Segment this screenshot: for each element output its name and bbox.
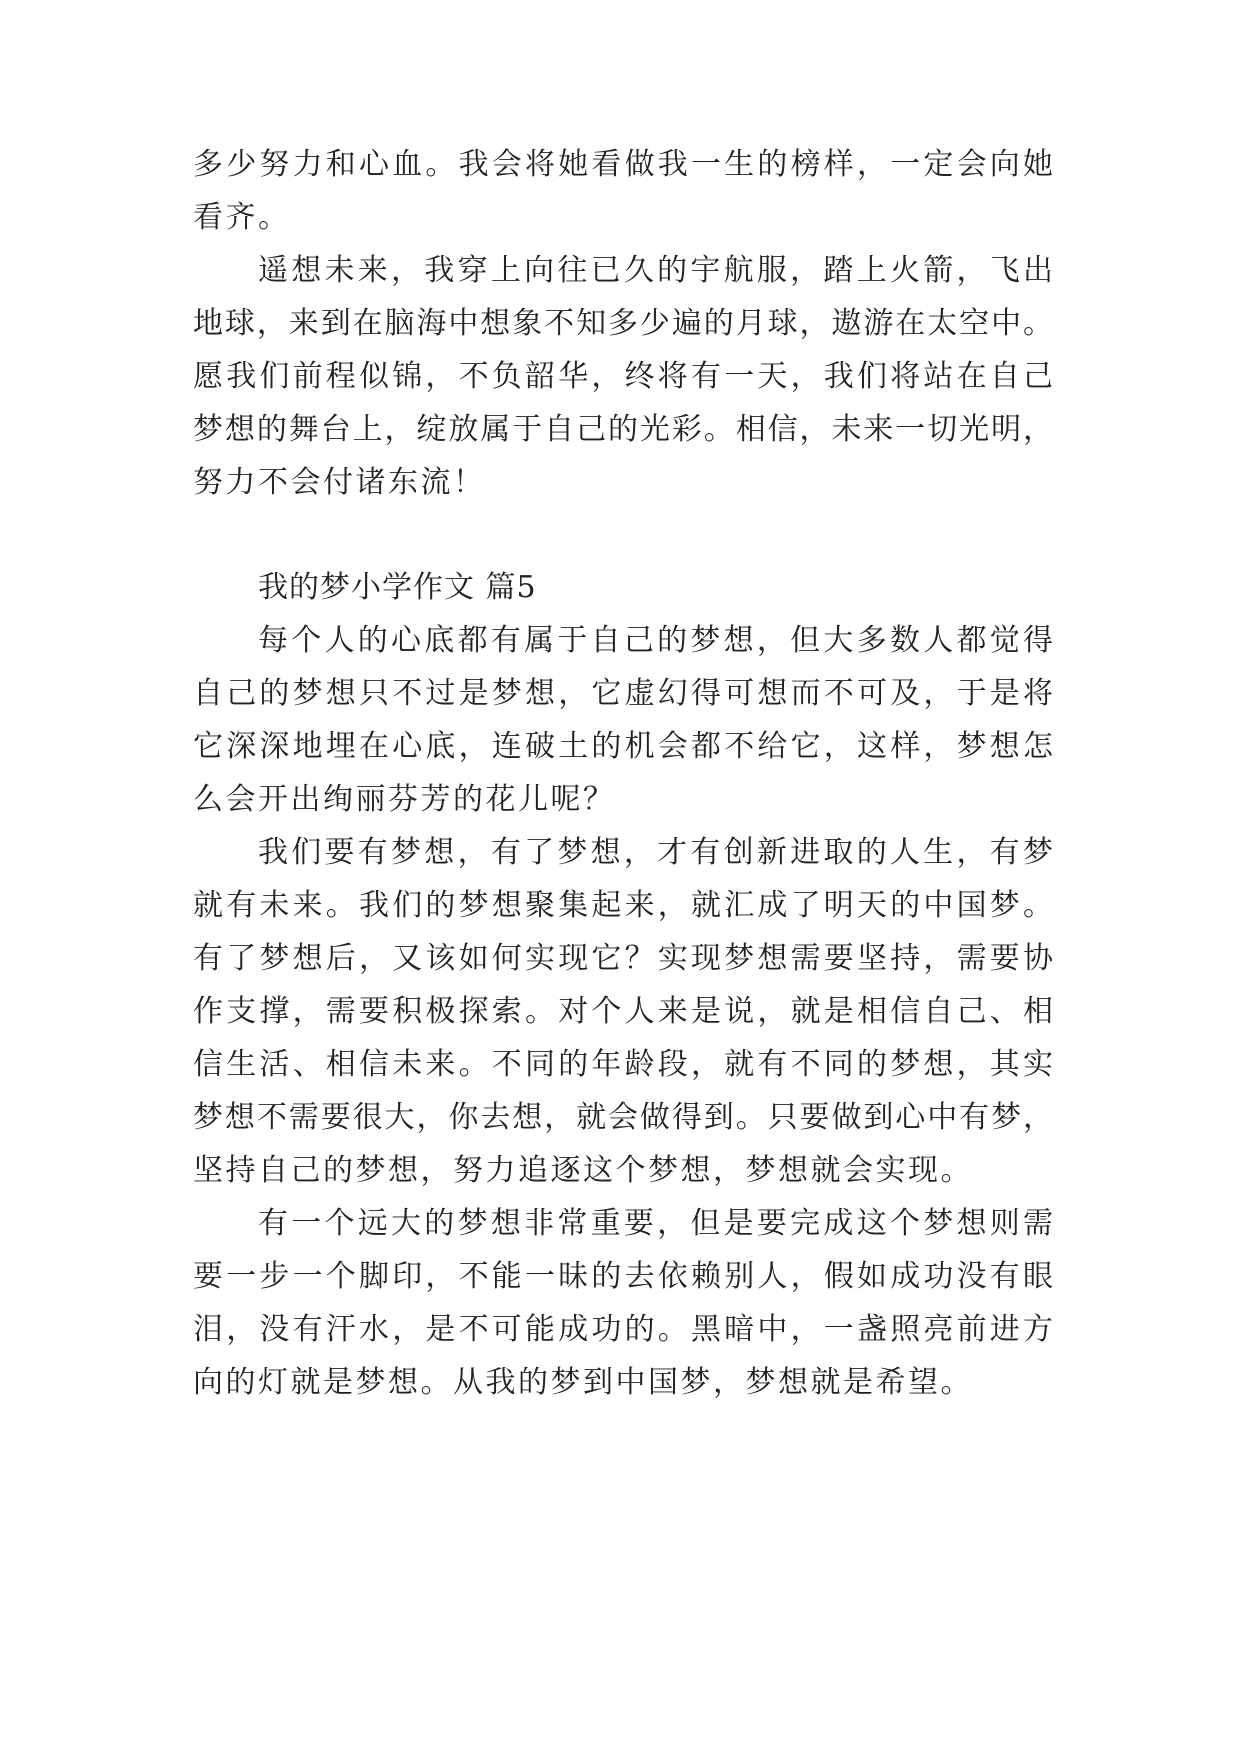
paragraph-4-line-2: 就有未来。我们的梦想聚集起来，就汇成了明天的中国梦。 <box>193 888 1053 923</box>
paragraph-1-line-1: 多少努力和心血。我会将她看做我一生的榜样，一定会向她 <box>193 147 1053 182</box>
paragraph-3-line-1: 每个人的心底都有属于自己的梦想，但大多数人都觉得 <box>258 623 1053 658</box>
paragraph-5-line-2: 要一步一个脚印，不能一昧的去依赖别人，假如成功没有眼 <box>193 1259 1053 1294</box>
paragraph-2-line-2: 地球，来到在脑海中想象不知多少遍的月球，遨游在太空中。 <box>193 306 1053 341</box>
paragraph-4-line-3: 有了梦想后，又该如何实现它？实现梦想需要坚持，需要协 <box>193 941 1053 976</box>
paragraph-5-line-4: 向的灯就是梦想。从我的梦到中国梦，梦想就是希望。 <box>193 1365 973 1400</box>
paragraph-3-line-3: 它深深地埋在心底，连破土的机会都不给它，这样，梦想怎 <box>193 729 1053 764</box>
paragraph-5-line-1: 有一个远大的梦想非常重要，但是要完成这个梦想则需 <box>258 1206 1053 1241</box>
paragraph-2-line-5: 努力不会付诸东流！ <box>193 465 486 500</box>
paragraph-2-line-3: 愿我们前程似锦，不负韶华，终将有一天，我们将站在自己 <box>193 359 1053 394</box>
section-heading: 我的梦小学作文 篇5 <box>258 570 537 605</box>
paragraph-4-line-7: 坚持自己的梦想，努力追逐这个梦想，梦想就会实现。 <box>193 1153 973 1188</box>
paragraph-4-line-1: 我们要有梦想，有了梦想，才有创新进取的人生，有梦 <box>258 835 1053 870</box>
paragraph-2-line-1: 遥想未来，我穿上向往已久的宇航服，踏上火箭，飞出 <box>258 253 1053 288</box>
paragraph-5-line-3: 泪，没有汗水，是不可能成功的。黑暗中，一盏照亮前进方 <box>193 1312 1053 1347</box>
paragraph-4-line-6: 梦想不需要很大，你去想，就会做得到。只要做到心中有梦， <box>193 1100 1053 1135</box>
paragraph-3-line-4: 么会开出绚丽芬芳的花儿呢？ <box>193 782 616 817</box>
paragraph-4-line-5: 信生活、相信未来。不同的年龄段，就有不同的梦想，其实 <box>193 1047 1053 1082</box>
paragraph-2-line-4: 梦想的舞台上，绽放属于自己的光彩。相信，未来一切光明， <box>193 412 1053 447</box>
paragraph-3-line-2: 自己的梦想只不过是梦想，它虚幻得可想而不可及，于是将 <box>193 676 1053 711</box>
paragraph-4-line-4: 作支撑，需要积极探索。对个人来是说，就是相信自己、相 <box>193 994 1053 1029</box>
paragraph-1-line-2: 看齐。 <box>193 200 291 235</box>
